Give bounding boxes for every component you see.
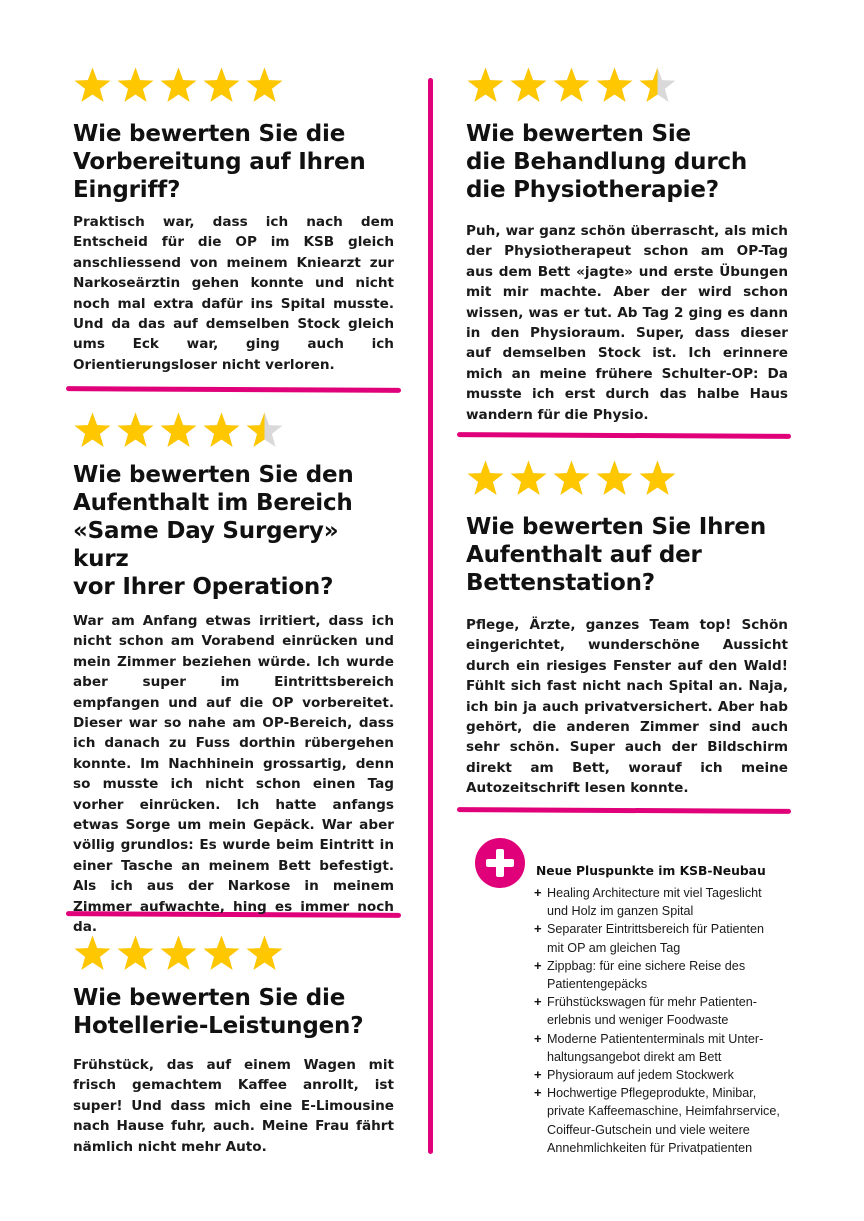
question-heading: [73, 120, 394, 204]
star-full-icon: [552, 459, 591, 498]
star-full-icon: [116, 934, 155, 973]
heading-line: Eingriff?: [73, 177, 181, 203]
star-full-icon: [202, 66, 241, 105]
star-full-icon: [73, 66, 112, 105]
new-benefits-box: [475, 838, 815, 1168]
question-heading: [466, 120, 788, 204]
plus-bullet-icon: +: [534, 1067, 542, 1083]
star-full-icon: [595, 459, 634, 498]
review-text: War am Anfang etwas irritiert, dass ich nicht schon am Vorabend einrücken und mein Zimmer beziehen würde. Ich wurde aber super im Eintrittsbereich empfangen und auf die OP vorbereitet. Dieser war so nahe am OP-Bereich, dass ich danach zu Fuss dorthin rübergehen konnte. Im Nachhinein grossartig, denn so musste ich nicht schon einen Tag vorher einrücken. Ich hatte anfangs etwas Sorge um mein Gepäck. War aber völlig grundlos: Es wurde beim Eintritt in einer Tasche an meinem Bett befestigt. Als ich aus der Narkose in meinem Zimmer aufwachte, hing es immer noch da.: [73, 613, 394, 936]
star-full-icon: [509, 66, 548, 105]
heading-line: Aufenthalt im Bereich: [73, 490, 353, 516]
review-preparation: [73, 66, 394, 375]
benefit-line: Coiffeur-Gutschein und viele weitere: [547, 1122, 750, 1137]
heading-line: Wie bewerten Sie den: [73, 462, 354, 488]
plus-bullet-icon: +: [534, 1030, 542, 1046]
heading-line: vor Ihrer Operation?: [73, 574, 334, 600]
benefit-item: [534, 1084, 804, 1157]
star-rating: [466, 66, 788, 108]
benefit-line: Healing Architecture mit viel Tageslicht: [547, 886, 762, 900]
star-rating: [73, 411, 394, 453]
review-hotel-services: [73, 934, 394, 1157]
star-full-icon: [245, 934, 284, 973]
benefit-line: und Holz im ganzen Spital: [547, 904, 694, 919]
heading-line: Wie bewerten Sie Ihren: [466, 514, 766, 540]
star-rating: [73, 934, 394, 976]
right-divider-1: [457, 432, 791, 439]
star-full-icon: [116, 411, 155, 450]
review-text: Praktisch war, dass ich nach dem Entscheid für die OP im KSB gleich anschliessend von meinem Kniearzt zur Narkoseärztin gehen konnte und nicht noch mal extra dafür ins Spital musste. Und da das auf demselben Stock gleich ums Eck war, ging auch ich Orientierungsloser nicht verloren.: [73, 214, 394, 373]
star-full-icon: [466, 459, 505, 498]
star-full-icon: [202, 934, 241, 973]
benefit-line: erlebnis und weniger Foodwaste: [547, 1013, 729, 1028]
plus-icon: [475, 838, 525, 888]
benefit-item: [534, 1030, 804, 1066]
heading-line: die Physiotherapie?: [466, 177, 719, 203]
benefit-item: [534, 1066, 804, 1084]
benefit-line: haltungsangebot direkt am Bett: [547, 1049, 722, 1064]
star-full-icon: [159, 411, 198, 450]
question-heading: [73, 461, 394, 601]
star-rating: [73, 66, 394, 108]
star-full-icon: [159, 66, 198, 105]
plus-bullet-icon: +: [534, 1085, 542, 1101]
star-full-icon: [638, 459, 677, 498]
star-full-icon: [159, 934, 198, 973]
right-divider-2: [457, 807, 791, 814]
left-divider-1: [66, 386, 401, 393]
heading-line: Wie bewerten Sie: [466, 121, 691, 147]
benefit-item: [534, 884, 804, 920]
plus-bullet-icon: +: [534, 885, 542, 900]
question-heading: [73, 984, 394, 1040]
heading-line: die Behandlung durch: [466, 149, 748, 175]
benefit-line: Annehmlichkeiten für Privatpatienten: [547, 1140, 753, 1155]
heading-line: Wie bewerten Sie die: [73, 985, 346, 1011]
star-full-icon: [466, 66, 505, 105]
benefit-line: Frühstückswagen für mehr Patienten-: [547, 995, 757, 1010]
review-physiotherapy: [466, 66, 788, 425]
star-full-icon: [116, 66, 155, 105]
review-same-day-surgery: [73, 411, 394, 938]
center-divider: [428, 78, 433, 1154]
review-text: Frühstück, das auf einem Wagen mit frisch gemachtem Kaffee anrollt, ist super! Und dass mich eine E-Limousine nach Hause fuhr, auch. Meine Frau fährt nämlich nicht mehr Auto.: [73, 1057, 394, 1155]
benefit-item: [534, 920, 804, 956]
benefit-line: Separater Eintrittsbereich für Patienten: [547, 922, 765, 937]
benefit-line: Hochwertige Pflegeprodukte, Minibar,: [547, 1086, 757, 1101]
star-full-icon: [202, 411, 241, 450]
benefit-line: Moderne Patiententerminals mit Unter-: [547, 1031, 764, 1046]
heading-line: Vorbereitung auf Ihren: [73, 149, 366, 175]
plus-bullet-icon: +: [534, 957, 542, 973]
benefit-line: Physioraum auf jedem Stockwerk: [547, 1068, 734, 1083]
heading-line: «Same Day Surgery» kurz: [73, 518, 339, 572]
star-full-icon: [552, 66, 591, 105]
star-half-icon: [638, 66, 677, 105]
review-ward-stay: [466, 459, 788, 799]
question-heading: [466, 513, 788, 597]
benefit-line: private Kaffeemaschine, Heimfahrservice,: [547, 1104, 780, 1119]
star-half-icon: [245, 411, 284, 450]
benefits-title: Neue Pluspunkte im KSB-Neubau: [536, 864, 766, 878]
benefit-line: Patientengepäcks: [547, 977, 648, 992]
star-full-icon: [595, 66, 634, 105]
plus-bullet-icon: +: [534, 994, 542, 1010]
benefit-line: Zippbag: für eine sichere Reise des: [547, 958, 746, 973]
benefits-list: [534, 884, 804, 1157]
star-full-icon: [73, 411, 112, 450]
review-text: Puh, war ganz schön überrascht, als mich der Physiotherapeut schon am OP-Tag aus dem Bett «jagte» und erste Übungen mit mir machte. Aber der wird schon wissen, was er tut. Ab Tag 2 ging es dann in den Physioraum. Super, dass dieser auf demselben Stock ist. Ich erinnere mich an meine frühere Schulter-OP: Da musste ich erst durch das halbe Haus wandern für die Physio.: [466, 223, 788, 423]
benefit-item: [534, 957, 804, 993]
star-rating: [466, 459, 788, 501]
review-text: Pflege, Ärzte, ganzes Team top! Schön eingerichtet, wunderschöne Aussicht durch ein riesiges Fenster auf den Wald! Fühlt sich fast nicht nach Spital an. Naja, ich bin ja auch privatversichert. Aber hab gehört, die anderen Zimmer sind auch sehr schön. Super auch der Bildschirm direkt am Bett, worauf ich meine Autozeitschrift lesen konnte.: [466, 617, 788, 797]
star-full-icon: [73, 934, 112, 973]
heading-line: Bettenstation?: [466, 570, 655, 596]
heading-line: Aufenthalt auf der: [466, 542, 702, 568]
heading-line: Wie bewerten Sie die: [73, 121, 346, 147]
heading-line: Hotellerie-Leistungen?: [73, 1013, 364, 1039]
star-full-icon: [245, 66, 284, 105]
benefit-line: mit OP am gleichen Tag: [547, 940, 681, 955]
benefit-item: [534, 993, 804, 1029]
star-full-icon: [509, 459, 548, 498]
plus-bullet-icon: +: [534, 921, 542, 937]
